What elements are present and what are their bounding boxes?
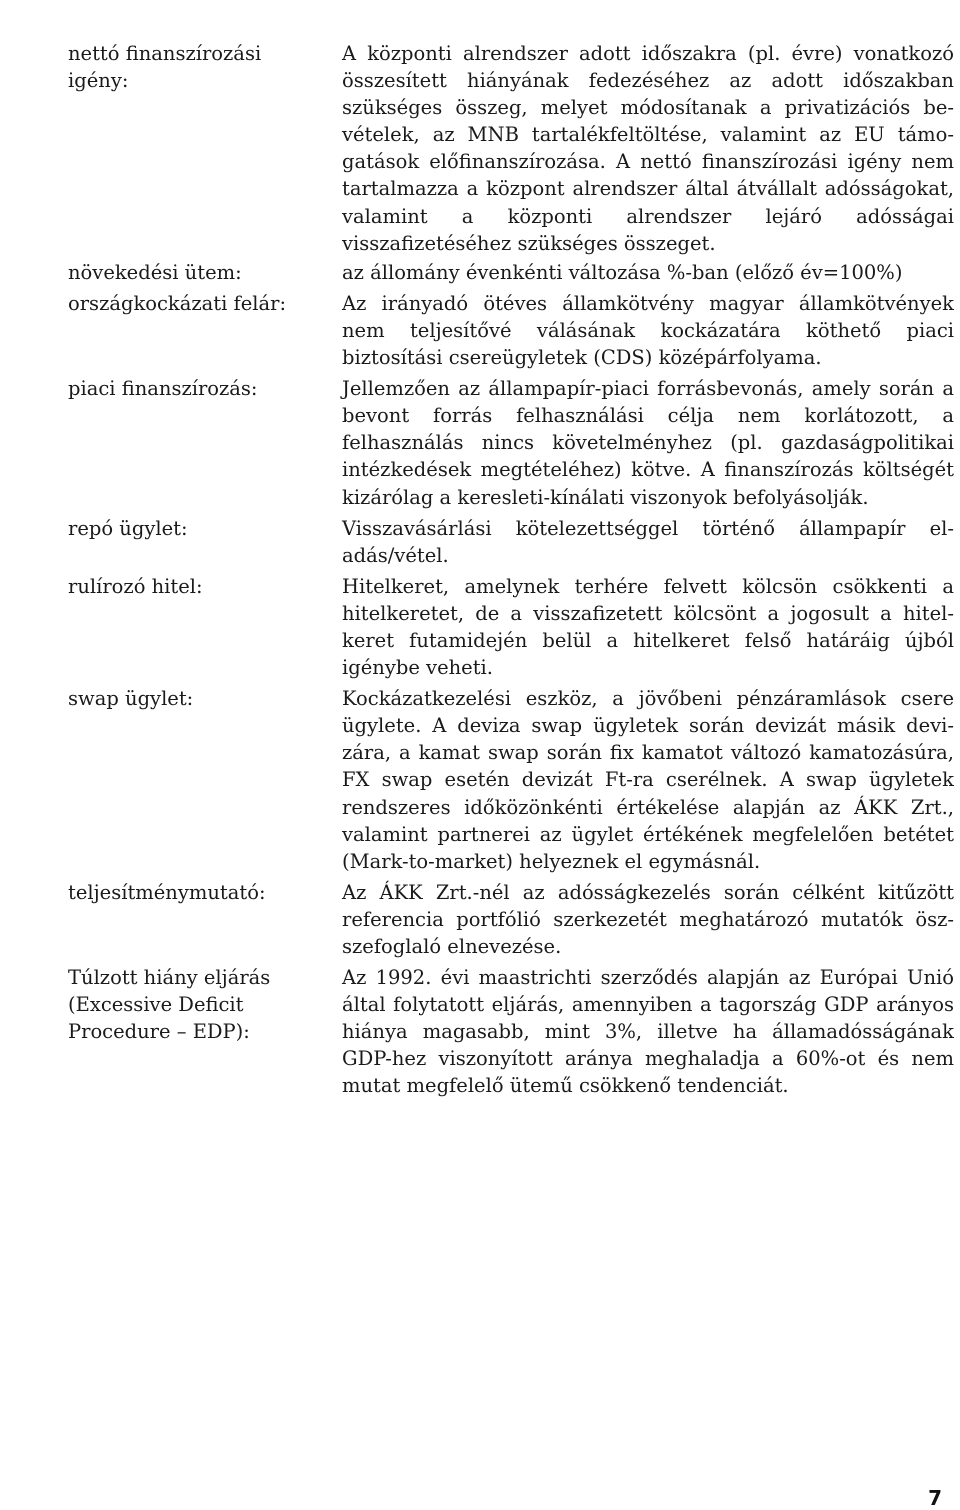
glossary-definition: Jellemzően az állampapír-piaci forrásbevonás, amely során a bevont forrás felhasználási célja nem korlátozott, a felhasználás nincs követelményhez (pl. gazdaságpolitikai intézkedések megtételéhez) kötve. A finanszírozás költségét kizárólag a keresleti-kínálati viszonyok befolyásolják. [342, 377, 954, 509]
glossary-definition: Hitelkeret, amelynek terhére felvett kölcsön csökkenti a hitelkeretet, de a visszafizetett kölcsönt a jogosult a hitelkeret futamidején belül a hitelkeret felső határáig újból igénybe veheti. [342, 574, 954, 680]
glossary-term: nettó finanszírozási igény: [68, 42, 262, 93]
glossary-definition: Visszavásárlási kötelezettséggel történő állampapír eladás/vétel. [342, 516, 954, 567]
glossary-definition: Kockázatkezelési eszköz, a jövőbeni pénzáramlások csere ügylete. A deviza swap ügyletek során devizát másik devizára, a kamat swap során fix kamatot változó kamatozásúra, FX swap esetén devizát Ft-ra cserélnek. A swap ügyletek rendszeres időközönkénti értékelése alapján az ÁKK Zrt., valamint partnerei az ügylet értékének megfelelően betétet (Mark-to-market) helyeznek el egymásnál. [342, 687, 954, 873]
glossary-definition: A központi alrendszer adott időszakra (pl. évre) vonatkozó összesített hiányának fedezéséhez az adott időszakban szükséges összeg, melyet módosítanak a privatizációs bevételek, az MNB tartalékfeltöltése, valamint az EU támogatások előfinanszírozása. A nettó finanszírozási igény nem tartalmazza a központ alrendszer által átvállalt adósságokat, valamint a központi alrendszer lejáró adósságai visszafizetéséhez szükséges összeget. [342, 42, 954, 255]
glossary-definition: Az irányadó ötéves államkötvény magyar államkötvények nem teljesítővé válásának kockázatára köthető piaci biztosítási csereügyletek (CDS) középárfolyama. [342, 291, 954, 370]
glossary-entry-repo-ugylet [68, 515, 954, 569]
glossary-term: piaci finanszírozás: [68, 377, 258, 401]
glossary-entry-piaci-finanszirozas [68, 375, 954, 510]
glossary-term: rulírozó hitel: [68, 574, 203, 598]
glossary-definition: az állomány évenkénti változása %-ban (előző év=100%) [342, 260, 903, 284]
glossary-term: teljesítménymutató: [68, 880, 266, 904]
glossary-term: növekedési ütem: [68, 260, 242, 284]
glossary-definition: Az ÁKK Zrt.-nél az adósságkezelés során célként kitűzött referencia portfólió szerkezetét meghatározó mutatók öszszefoglaló elnevezése. [342, 880, 954, 958]
glossary-term: swap ügylet: [68, 687, 194, 711]
page-number: 7 [928, 1486, 942, 1510]
glossary-entry-novekedesi-utem [68, 259, 954, 286]
glossary-entry-rulirozo-hitel [68, 573, 954, 681]
glossary-term: repó ügylet: [68, 516, 188, 540]
glossary-term: országkockázati felár: [68, 291, 287, 315]
glossary-entry-tulzott-hiany-eljaras [68, 964, 954, 1099]
glossary-entry-teljesitmenymutato [68, 879, 954, 960]
glossary-term: Túlzott hiány eljárás (Excessive Deficit Procedure – EDP): [68, 966, 271, 1044]
glossary-entry-netto-finanszirozasi-igeny [68, 40, 954, 257]
glossary-entry-swap-ugylet [68, 685, 954, 875]
glossary [68, 40, 954, 1100]
glossary-entry-orszagkockazati-felar [68, 290, 954, 371]
glossary-definition: Az 1992. évi maastrichti szerződés alapján az Európai Unió által folytatott eljárás, amennyiben a tagország GDP arányos hiánya magasabb, mint 3%, illetve ha államadósságának GDP-hez viszonyított aránya meghaladja a 60%-ot és nem mutat megfelelő ütemű csökkenő tendenciát. [342, 966, 954, 1098]
